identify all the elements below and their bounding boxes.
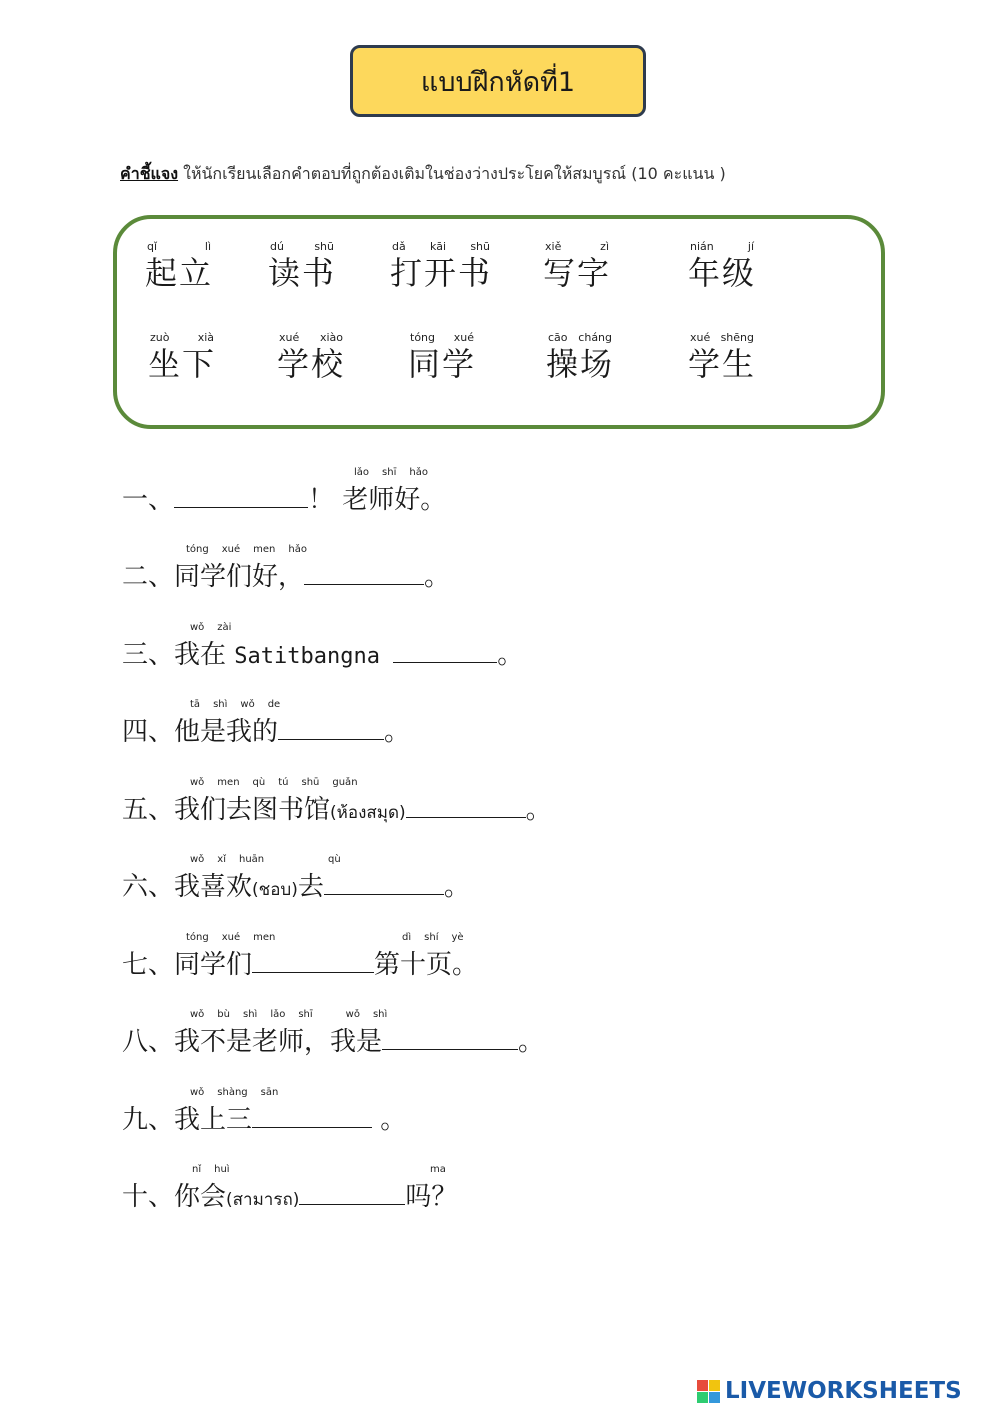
answer-blank-7[interactable] bbox=[252, 952, 374, 973]
answer-blank-3[interactable] bbox=[393, 642, 497, 663]
answer-blank-9[interactable] bbox=[252, 1107, 372, 1128]
word-bank-item: xué xiào 学校 bbox=[277, 331, 346, 383]
question-9: wǒ shàng sān 九、我上三 。 bbox=[122, 1087, 407, 1135]
question-8: wǒ bù shì lǎo shī wǒ shì 八、我不是老师，我是 。 bbox=[122, 1009, 545, 1057]
word-bank-item: dǎ kāi shū 打开书 bbox=[390, 240, 493, 292]
word-bank-item: xiě zì 写字 bbox=[543, 240, 612, 292]
question-5: wǒ men qù tú shū guǎn 五、我们去图书馆(ห้องสมุด) 。 bbox=[122, 777, 552, 825]
answer-blank-4[interactable] bbox=[278, 719, 384, 740]
liveworksheets-logo[interactable]: LIVEWORKSHEETS bbox=[697, 1378, 962, 1404]
instructions bbox=[120, 162, 726, 187]
worksheet-title: แบบฝึกหัดที่1 bbox=[350, 45, 646, 117]
question-10: nǐ huì ma 十、你会(สามารถ) 吗？ bbox=[122, 1164, 458, 1212]
question-2: tóng xué men hǎo 二、同学们好， 。 bbox=[122, 544, 451, 592]
word-bank-item: xué shēng 学生 bbox=[688, 331, 757, 383]
question-3: wǒ zài 三、我在 Satitbangna 。 bbox=[122, 622, 524, 670]
question-6: wǒ xǐ huān qù 六、我喜欢(ชอบ)去 。 bbox=[122, 854, 470, 902]
answer-blank-1[interactable] bbox=[174, 487, 308, 508]
question-4: tā shì wǒ de 四、他是我的 。 bbox=[122, 699, 411, 747]
word-bank-item: cāo cháng 操场 bbox=[546, 331, 615, 383]
answer-blank-10[interactable] bbox=[299, 1184, 405, 1205]
answer-blank-6[interactable] bbox=[324, 874, 444, 895]
instructions-text: ให้นักเรียนเลือกคำตอบที่ถูกต้องเติมในช่องว่างประโยคให้สมบูรณ์ (10 คะแนน ) bbox=[178, 164, 726, 183]
answer-blank-8[interactable] bbox=[382, 1029, 518, 1050]
answer-blank-5[interactable] bbox=[406, 797, 526, 818]
word-bank bbox=[113, 215, 885, 429]
word-bank-item: qǐ lì 起立 bbox=[145, 240, 214, 292]
liveworksheets-logo-icon bbox=[697, 1380, 720, 1403]
word-bank-item: tóng xué 同学 bbox=[408, 331, 477, 383]
word-bank-item: zuò xià 坐下 bbox=[148, 331, 217, 383]
question-1: lǎo shī hǎo 一、 ！ 老师好。 bbox=[122, 467, 447, 515]
word-bank-item: nián jí 年级 bbox=[688, 240, 757, 292]
instructions-label: คำชี้แจง bbox=[120, 164, 179, 183]
word-bank-item: dú shū 读书 bbox=[268, 240, 337, 292]
question-7: tóng xué men dì shí yè 七、同学们 第十页。 bbox=[122, 932, 479, 980]
answer-blank-2[interactable] bbox=[304, 564, 424, 585]
